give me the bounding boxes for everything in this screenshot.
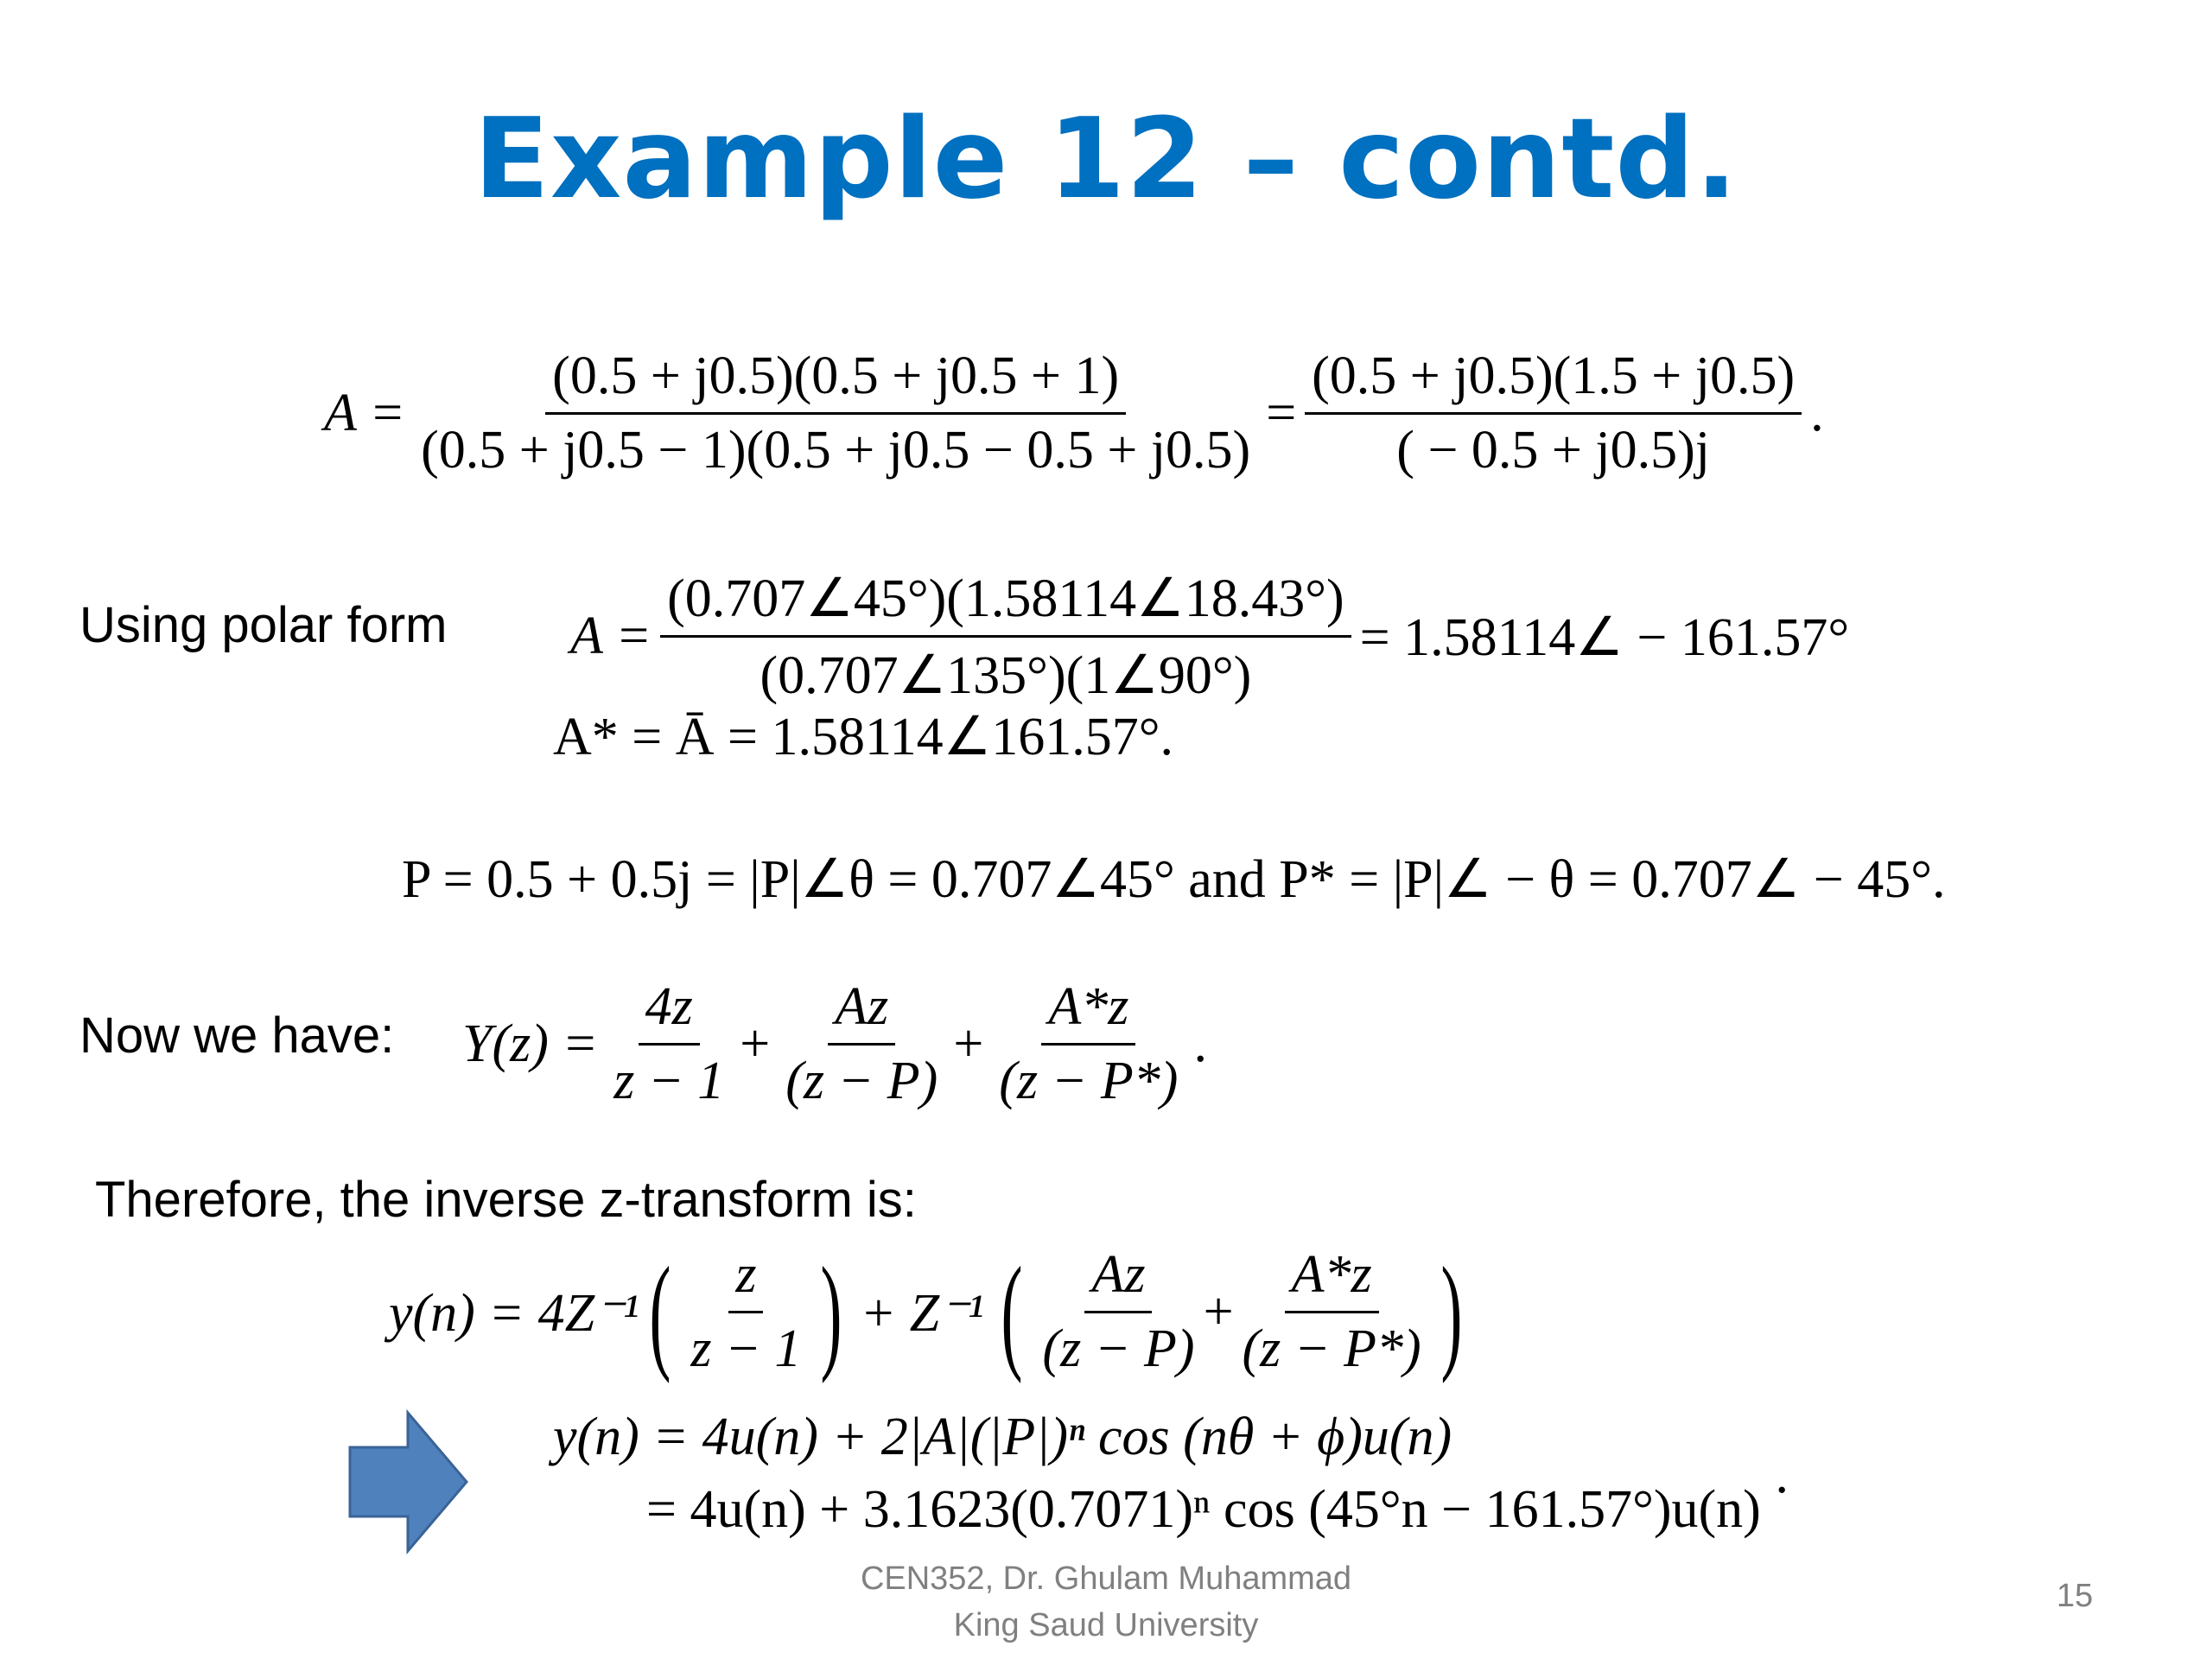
equation-a-rectangular: [324, 346, 1824, 481]
eq6-lhs: y(n) = 4Z⁻¹: [389, 1283, 639, 1343]
eq1-numerator-2: (0.5 + j0.5)(1.5 + j0.5): [1305, 346, 1802, 415]
equation-p-polar: P = 0.5 + 0.5j = |P|∠θ = 0.707∠45° and P* = |P|∠ − θ = 0.707∠ − 45°.: [402, 850, 1946, 909]
page-number: 15: [2056, 1578, 2094, 1614]
footer-university: King Saud University: [953, 1607, 1259, 1643]
eq1-numerator-1: (0.5 + j0.5)(0.5 + j0.5 + 1): [545, 346, 1126, 415]
eq6-fraction-1: [683, 1244, 808, 1380]
eq1-period: .: [1810, 384, 1824, 442]
eq5-numerator-3: A*z: [1041, 976, 1135, 1046]
equation-a-polar: [570, 566, 1849, 707]
eq1-fraction-2: [1305, 346, 1802, 481]
eq6-fraction-3: [1236, 1244, 1428, 1380]
eq6-numerator-1: z: [728, 1244, 763, 1313]
equation-y-of-z: [462, 976, 1207, 1112]
eq1-fraction-1: [414, 346, 1257, 481]
eq5-denominator-2: (z − P): [785, 1052, 938, 1110]
eq8-dot: ·: [1772, 1461, 1791, 1520]
eq5-denominator-1: z − 1: [613, 1052, 725, 1110]
eq6-plus: +: [1203, 1282, 1234, 1341]
eq6-paren-open-2: (: [1001, 1240, 1023, 1384]
label-therefore: Therefore, the inverse z-transform is:: [95, 1172, 917, 1228]
eq6-paren-open-1: (: [649, 1240, 671, 1384]
eq6-denominator-1: z − 1: [690, 1319, 802, 1378]
eq1-lhs: A =: [324, 384, 406, 442]
equation-y-of-n-numeric: [646, 1461, 1791, 1541]
eq5-period: .: [1193, 1014, 1207, 1073]
eq5-fraction-2: [779, 976, 944, 1112]
label-polar-form: Using polar form: [79, 597, 448, 653]
eq6-denominator-2: (z − P): [1042, 1319, 1195, 1378]
eq5-plus-1: +: [740, 1014, 771, 1073]
eq2-fraction: [660, 566, 1351, 707]
eq2-rhs: = 1.58114∠ − 161.57°: [1359, 607, 1850, 667]
eq2-lhs: A =: [570, 607, 652, 665]
eq5-numerator-2: Az: [828, 976, 895, 1046]
eq6-numerator-2: Az: [1084, 1244, 1152, 1313]
eq5-lhs: Y(z) =: [462, 1014, 599, 1073]
eq6-paren-close-1: ): [820, 1240, 842, 1384]
eq2-denominator: (0.707∠135°)(1∠90°): [760, 646, 1252, 705]
eq5-fraction-1: [607, 976, 731, 1112]
equation-y-of-n-general: y(n) = 4u(n) + 2|A|(|P|)ⁿ cos (nθ + ϕ)u(n): [553, 1408, 1452, 1466]
right-arrow-icon: [346, 1408, 475, 1555]
eq5-plus-2: +: [953, 1014, 984, 1073]
eq8-text: = 4u(n) + 3.1623(0.7071)ⁿ cos (45°n − 161.57°)u(n): [646, 1480, 1761, 1539]
eq5-numerator-1: 4z: [639, 976, 700, 1046]
slide-footer: [0, 1555, 2212, 1649]
equation-a-conjugate: A* = Ā = 1.58114∠161.57°.: [553, 708, 1174, 766]
eq6-denominator-3: (z − P*): [1242, 1319, 1421, 1378]
eq6-numerator-3: A*z: [1285, 1244, 1379, 1313]
eq6-fraction-2: [1035, 1244, 1201, 1380]
slide-title: Example 12 – contd.: [474, 95, 1738, 224]
eq1-equals: =: [1266, 384, 1297, 442]
label-now-we-have: Now we have:: [79, 1007, 395, 1064]
eq5-denominator-3: (z − P*): [999, 1052, 1179, 1110]
eq1-denominator-1: (0.5 + j0.5 − 1)(0.5 + j0.5 − 0.5 + j0.5): [421, 421, 1251, 480]
eq6-mid: + Z⁻¹: [860, 1283, 984, 1343]
eq5-fraction-3: [992, 976, 1185, 1112]
equation-inverse-z-transform: [389, 1240, 1473, 1384]
footer-course-author: CEN352, Dr. Ghulam Muhammad: [860, 1560, 1352, 1597]
eq6-paren-close-2: ): [1440, 1240, 1463, 1384]
eq2-numerator: (0.707∠45°)(1.58114∠18.43°): [660, 566, 1351, 638]
eq1-denominator-2: ( − 0.5 + j0.5)j: [1396, 421, 1710, 480]
